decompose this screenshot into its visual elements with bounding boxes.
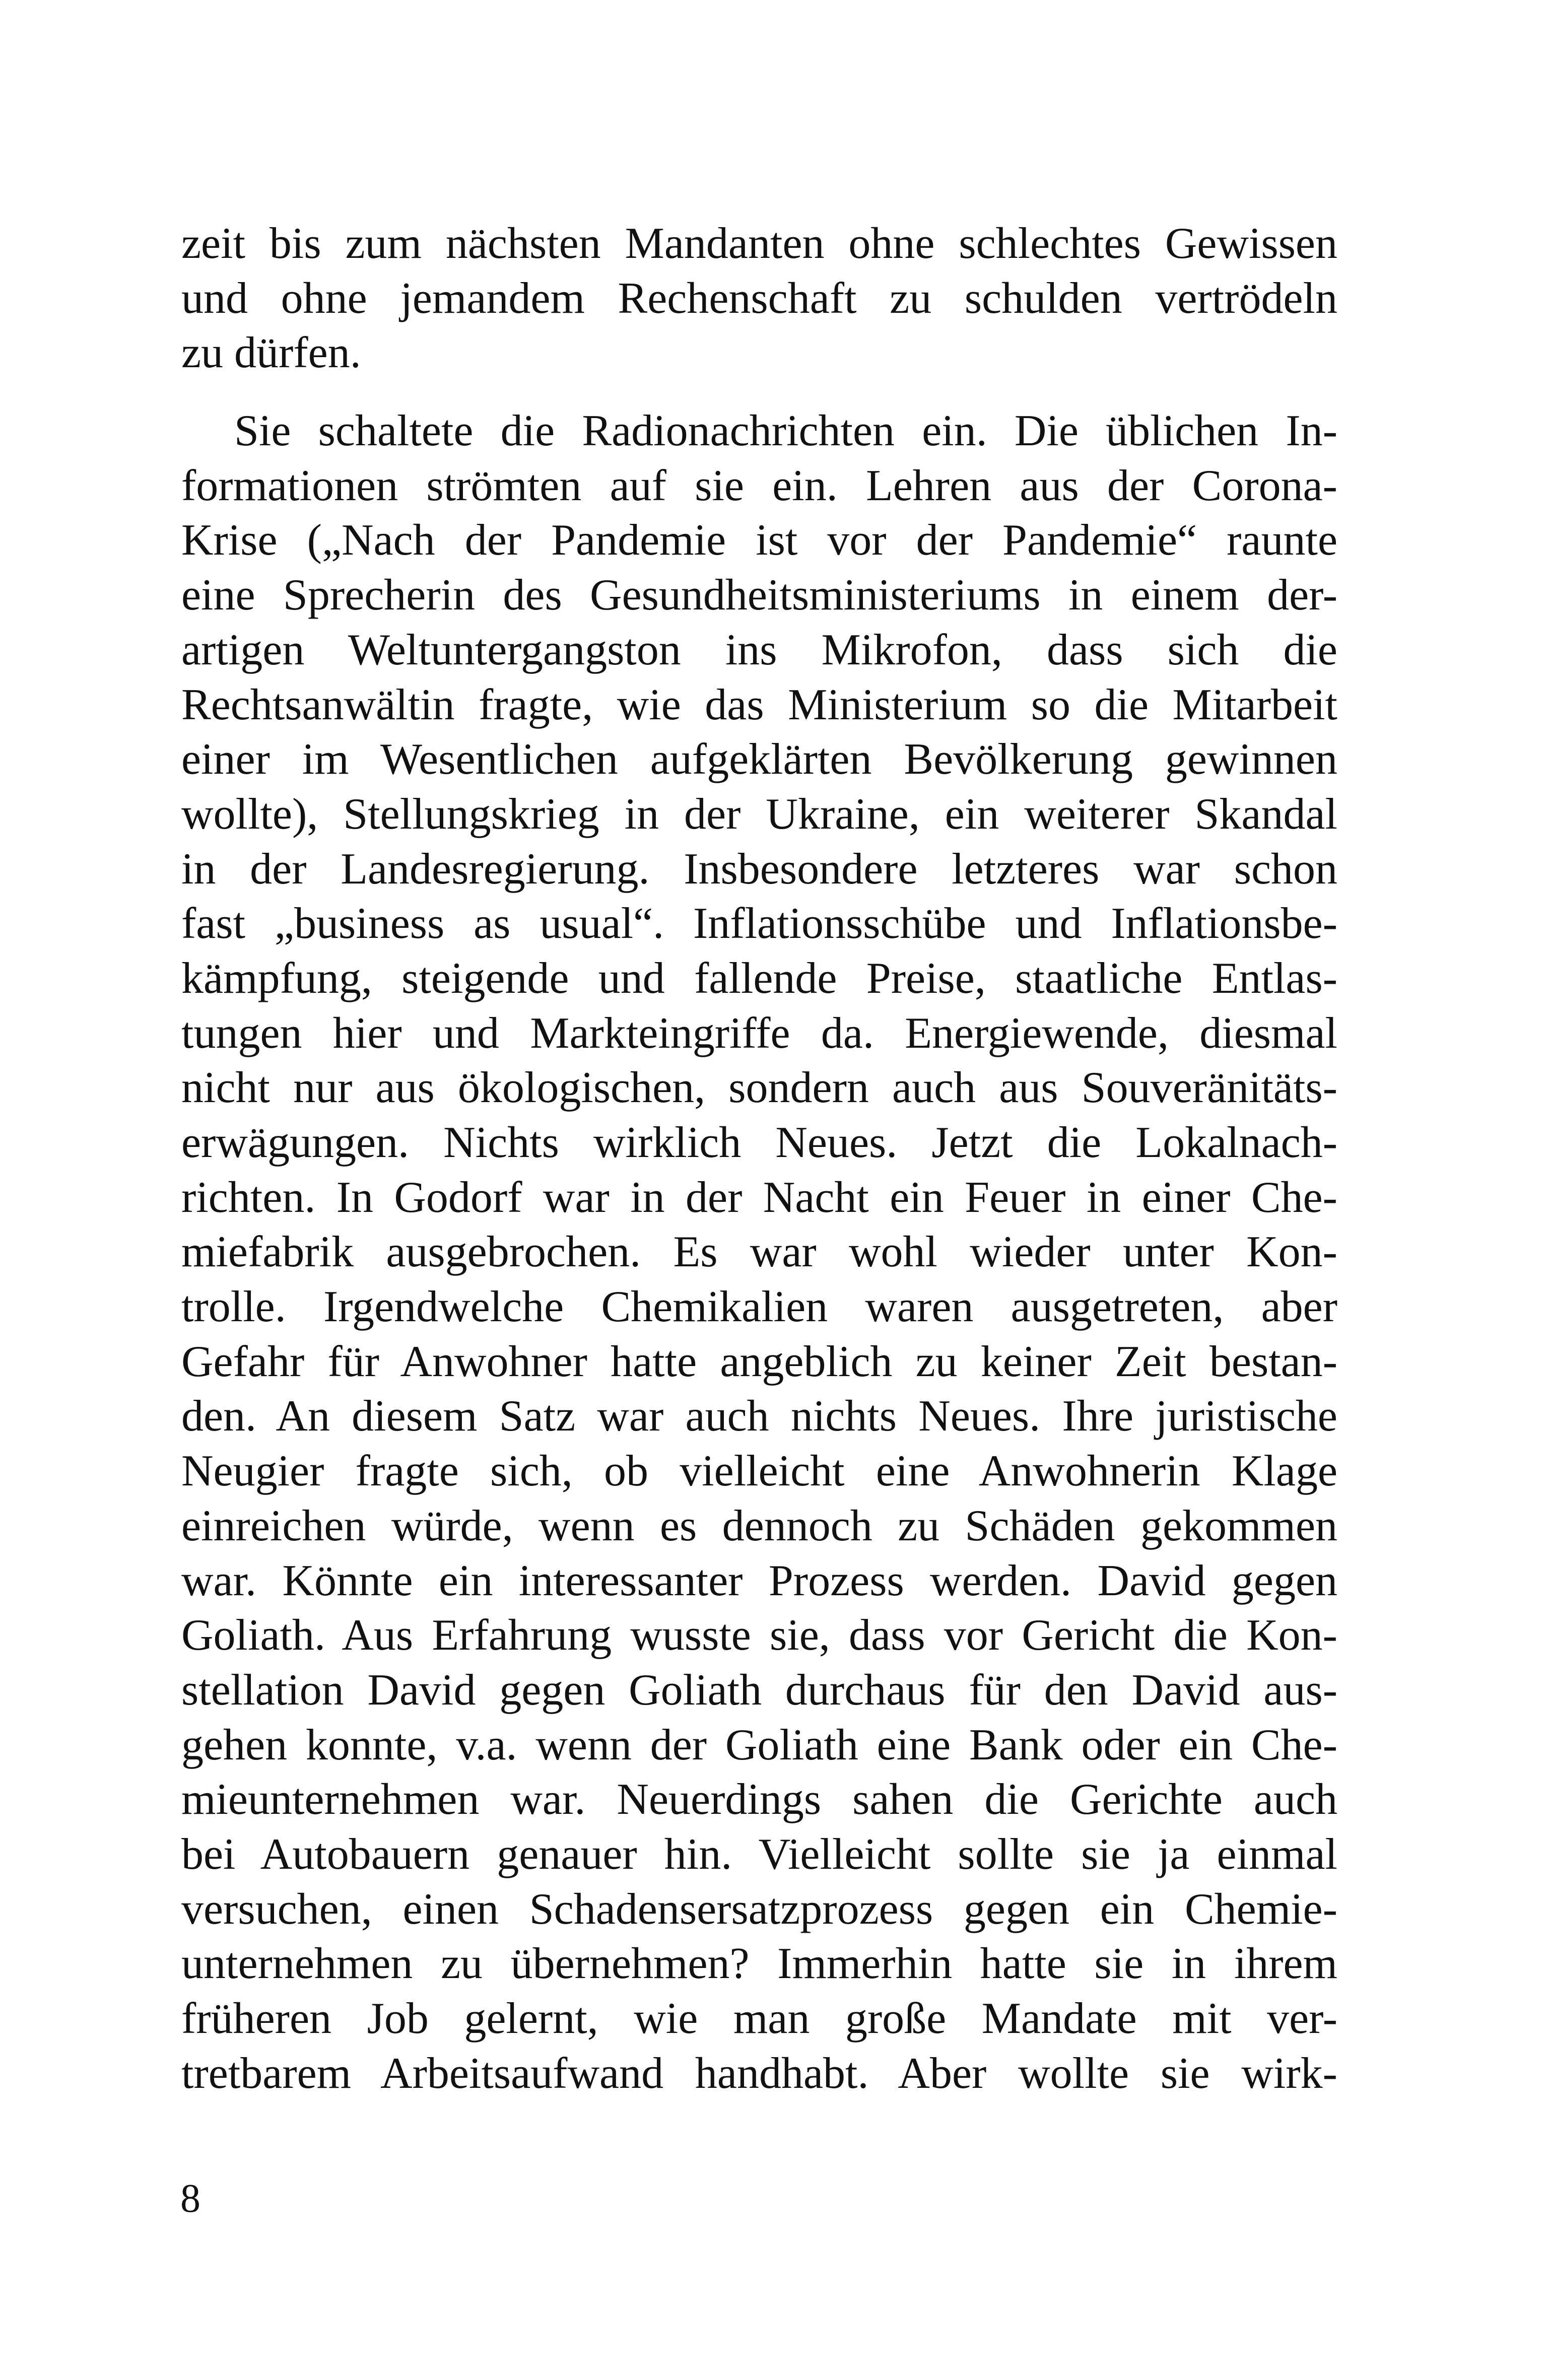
text-line: und ohne jemandem Rechenschaft zu schulden vertrödeln bbox=[181, 274, 1337, 323]
text-line: Neugier fragte sich, ob vielleicht eine Anwohnerin Klage bbox=[181, 1447, 1337, 1496]
text-line: nicht nur aus ökologischen, sondern auch aus Souveränitäts- bbox=[181, 1063, 1337, 1113]
paragraph-spacer bbox=[181, 381, 1337, 404]
text-line: versuchen, einen Schadensersatzprozess gegen ein Chemie- bbox=[181, 1884, 1337, 1934]
text-line: den. An diesem Satz war auch nichts Neues. Ihre juristische bbox=[181, 1392, 1337, 1441]
text-line: Goliath. Aus Erfahrung wusste sie, dass vor Gericht die Kon- bbox=[181, 1611, 1337, 1660]
text-line: Rechtsanwältin fragte, wie das Ministerium so die Mitarbeit bbox=[181, 680, 1337, 729]
page-number: 8 bbox=[180, 2177, 200, 2221]
text-line: war. Könnte ein interessanter Prozess werden. David gegen bbox=[181, 1556, 1337, 1605]
text-line: einer im Wesentlichen aufgeklärten Bevölkerung gewinnen bbox=[181, 735, 1337, 784]
text-line: gehen konnte, v.a. wenn der Goliath eine Bank oder ein Che- bbox=[181, 1720, 1337, 1770]
text-line: Sie schaltete die Radionachrichten ein. Die üblichen In- bbox=[234, 406, 1337, 456]
text-line: kämpfung, steigende und fallende Preise, staatliche Entlas- bbox=[181, 954, 1337, 1003]
text-line: miefabrik ausgebrochen. Es war wohl wieder unter Kon- bbox=[181, 1228, 1337, 1277]
text-line: unternehmen zu übernehmen? Immerhin hatte sie in ihrem bbox=[181, 1939, 1337, 1989]
text-line: richten. In Godorf war in der Nacht ein Feuer in einer Che- bbox=[181, 1173, 1337, 1222]
text-line: Krise („Nach der Pandemie ist vor der Pandemie“ raunte bbox=[181, 516, 1337, 565]
text-line: einreichen würde, wenn es dennoch zu Schäden gekommen bbox=[181, 1501, 1337, 1550]
text-line: formationen strömten auf sie ein. Lehren aus der Corona- bbox=[181, 461, 1337, 510]
text-line: früheren Job gelernt, wie man große Mandate mit ver- bbox=[181, 1994, 1337, 2043]
text-line: fast „business as usual“. Inflationsschübe und Inflationsbe- bbox=[181, 899, 1337, 948]
text-line: wollte), Stellungskrieg in der Ukraine, ein weiterer Skandal bbox=[181, 789, 1337, 839]
text-line: stellation David gegen Goliath durchaus für den David aus- bbox=[181, 1665, 1337, 1715]
text-line: tretbarem Arbeitsaufwand handhabt. Aber wollte sie wirk- bbox=[181, 2049, 1337, 2098]
text-line: artigen Weltuntergangston ins Mikrofon, dass sich die bbox=[181, 625, 1337, 674]
text-line: erwägungen. Nichts wirklich Neues. Jetzt die Lokalnach- bbox=[181, 1118, 1337, 1167]
text-line: tungen hier und Markteingriffe da. Energiewende, diesmal bbox=[181, 1008, 1337, 1058]
text-line: trolle. Irgendwelche Chemikalien waren ausgetreten, aber bbox=[181, 1282, 1337, 1332]
text-line: bei Autobauern genauer hin. Vielleicht sollte sie ja einmal bbox=[181, 1829, 1337, 1879]
text-line: zeit bis zum nächsten Mandanten ohne schlechtes Gewissen bbox=[181, 219, 1337, 268]
text-line: in der Landesregierung. Insbesondere letzteres war schon bbox=[181, 844, 1337, 894]
text-line: Gefahr für Anwohner hatte angeblich zu keiner Zeit bestan- bbox=[181, 1337, 1337, 1386]
text-line: eine Sprecherin des Gesundheitsministeriums in einem der- bbox=[181, 571, 1337, 620]
text-line: mieunternehmen war. Neuerdings sahen die Gerichte auch bbox=[181, 1775, 1337, 1824]
text-line: zu dürfen. bbox=[181, 328, 361, 378]
body-text bbox=[181, 217, 1337, 2101]
